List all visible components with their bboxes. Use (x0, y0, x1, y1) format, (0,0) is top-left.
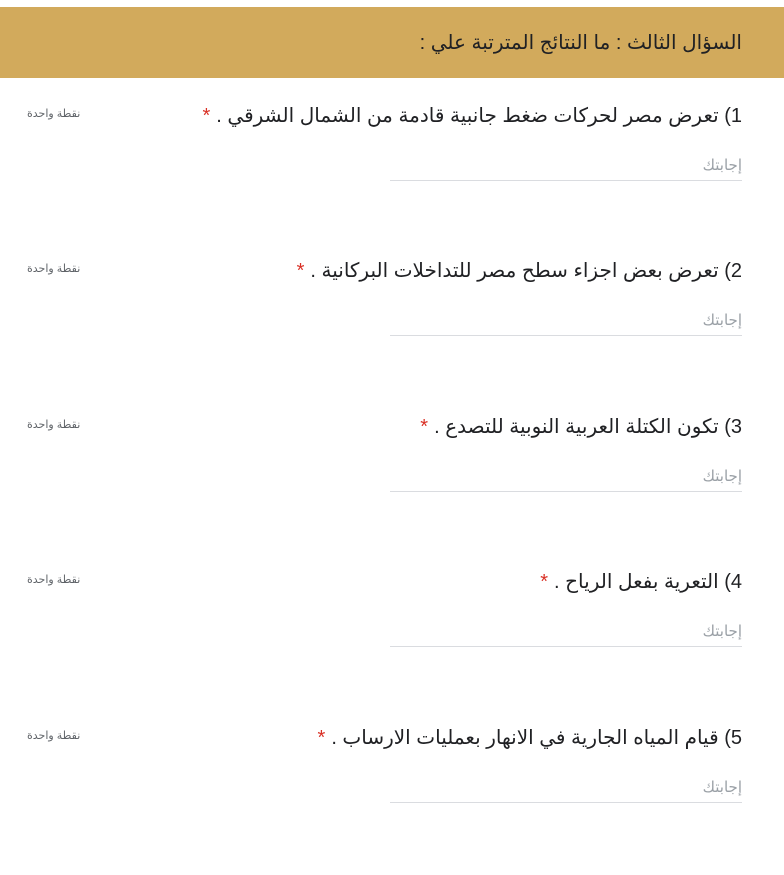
question-title (540, 569, 742, 594)
section-title: السؤال الثالث : ما النتائج المترتبة علي : (419, 32, 742, 54)
points-label: نقطة واحدة (27, 108, 81, 120)
question-text: 2) تعرض بعض اجزاء سطح مصر للتداخلات البركانية . (310, 260, 742, 282)
question-title (318, 725, 742, 750)
question-4 (0, 569, 784, 719)
required-asterisk: * (202, 105, 211, 127)
required-asterisk: * (296, 260, 305, 282)
section-header (0, 7, 784, 78)
answer-input[interactable] (390, 151, 742, 181)
points-label: نقطة واحدة (27, 730, 81, 742)
question-title (420, 414, 742, 439)
answer-input[interactable] (390, 306, 742, 336)
points-label: نقطة واحدة (27, 574, 81, 586)
question-text: 5) قيام المياه الجارية في الانهار بعمليات الارساب . (331, 727, 742, 749)
required-asterisk: * (420, 416, 429, 438)
question-1 (0, 103, 784, 253)
points-label: نقطة واحدة (27, 419, 81, 431)
question-title (202, 103, 742, 128)
required-asterisk: * (540, 571, 549, 593)
points-label: نقطة واحدة (27, 263, 81, 275)
answer-input[interactable] (390, 462, 742, 492)
question-title (297, 258, 742, 283)
answer-input[interactable] (390, 617, 742, 647)
required-asterisk: * (317, 727, 326, 749)
answer-input[interactable] (390, 773, 742, 803)
question-text: 3) تكون الكتلة العربية النوبية للتصدع . (434, 416, 742, 438)
question-3 (0, 414, 784, 564)
question-text: 4) التعرية بفعل الرياح . (554, 571, 742, 593)
question-5 (0, 725, 784, 875)
question-2 (0, 258, 784, 408)
question-text: 1) تعرض مصر لحركات ضغط جانبية قادمة من الشمال الشرقي . (216, 105, 742, 127)
